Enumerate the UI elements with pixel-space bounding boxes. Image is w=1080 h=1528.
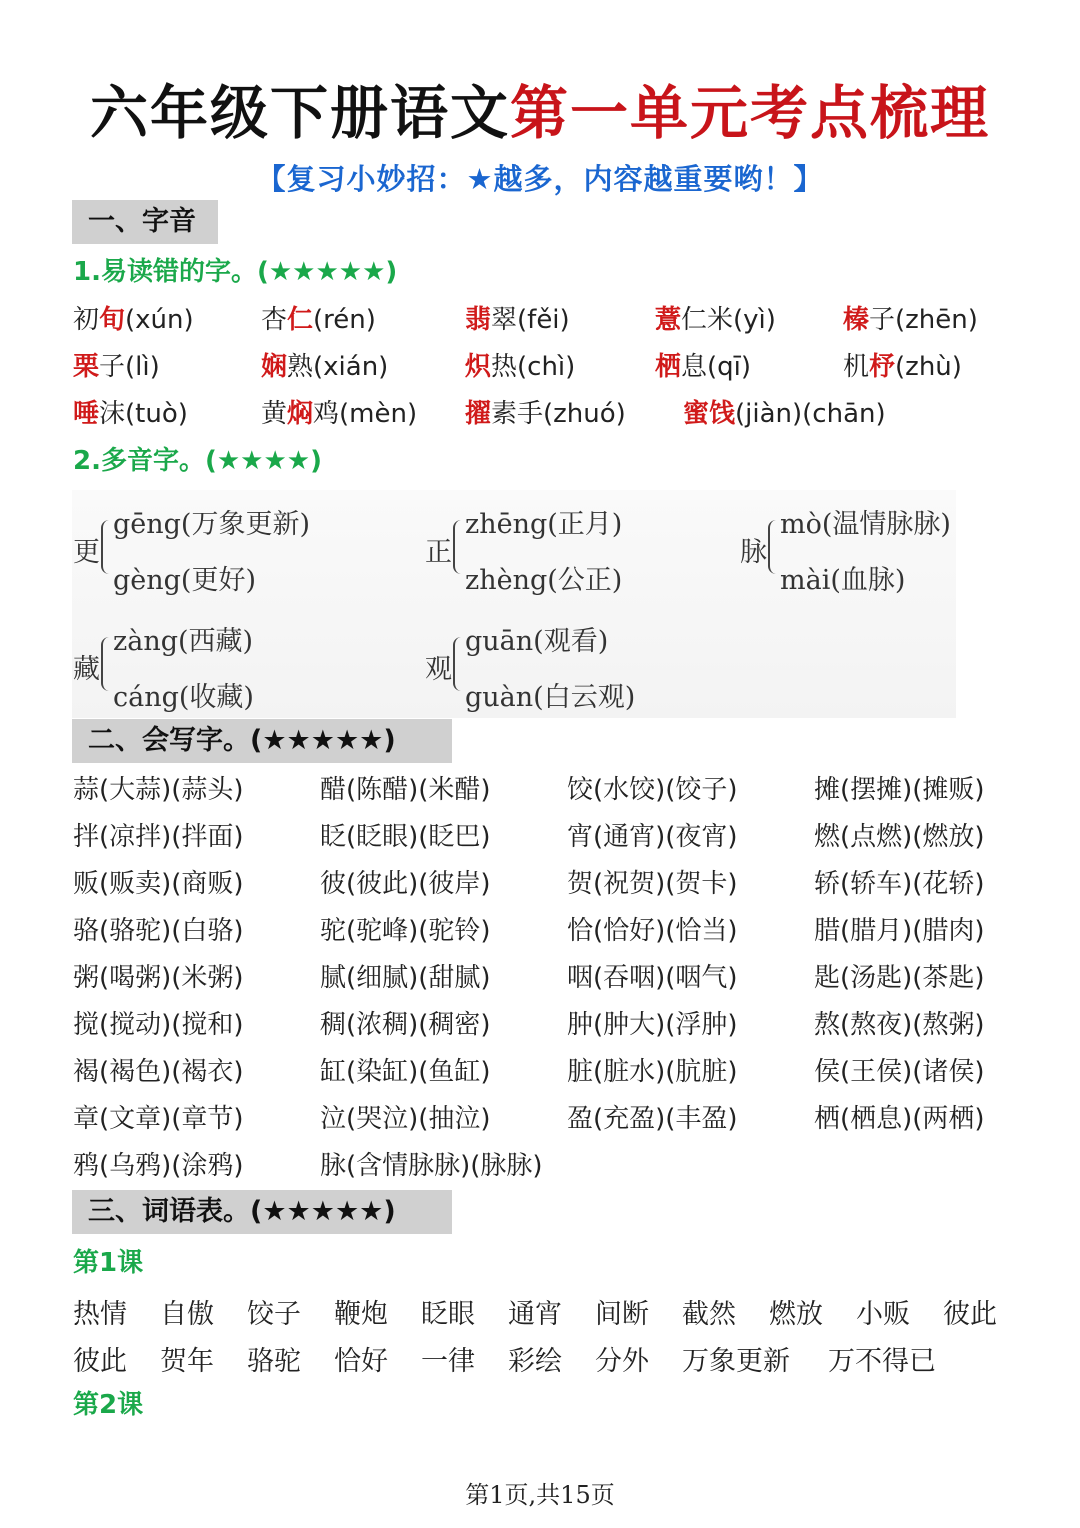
reading-b: zhèng(公正) [465, 565, 623, 596]
writing-item: 咽(吞咽)(咽气) [567, 963, 738, 993]
writing-item: 粥(喝粥)(米粥) [73, 963, 244, 993]
vocab-word: 一律 [421, 1346, 475, 1377]
writing-item: 章(文章)(章节) [73, 1104, 244, 1134]
pron-key-char: 唾 [73, 399, 100, 429]
pron-key-char: 擢 [465, 399, 492, 429]
vocab-word: 贺年 [160, 1346, 214, 1377]
pron-pre: 杏 [261, 305, 288, 335]
pron-post: (jiàn)(chān) [735, 399, 886, 429]
pron-item [683, 394, 886, 434]
reading-a: guān(观看) [465, 626, 609, 657]
pron-key-char: 炽 [465, 352, 492, 382]
polyphone-group [73, 617, 373, 727]
pron-post: (xún) [125, 305, 194, 335]
subhead-misread: 1.易读错的字。(★★★★★) [73, 257, 398, 287]
pron-post: 鸡(mèn) [313, 399, 418, 429]
writing-item: 肿(肿大)(浮肿) [567, 1010, 738, 1040]
pron-key-char: 娴 [261, 352, 288, 382]
writing-item: 侯(王侯)(诸侯) [814, 1057, 985, 1087]
vocab-word: 小贩 [856, 1299, 910, 1330]
vocab-word: 恰好 [334, 1346, 388, 1377]
pron-item [261, 394, 417, 434]
pron-post: 熟(xián) [287, 352, 389, 382]
vocab-word: 彼此 [73, 1346, 127, 1377]
pron-key-char: 榛 [843, 305, 870, 335]
pron-post: (rén) [313, 305, 376, 335]
pron-post: 仁米(yì) [681, 305, 776, 335]
writing-item: 腊(腊月)(腊肉) [814, 916, 985, 946]
section-head-pronunciation: 一、字音 [72, 200, 218, 244]
writing-item: 饺(水饺)(饺子) [567, 775, 738, 805]
vocab-word: 饺子 [247, 1299, 301, 1330]
polyphone-char: 更 [73, 537, 100, 568]
writing-item: 贩(贩卖)(商贩) [73, 869, 244, 899]
pron-item [843, 300, 978, 340]
writing-item: 缸(染缸)(鱼缸) [320, 1057, 491, 1087]
vocab-word: 眨眼 [421, 1299, 475, 1330]
lesson-1-head: 第1课 [73, 1248, 144, 1278]
vocab-word: 彩绘 [508, 1346, 562, 1377]
pron-item [655, 347, 751, 387]
writing-item: 燃(点燃)(燃放) [814, 822, 985, 852]
vocab-word: 万不得已 [828, 1346, 936, 1377]
section-head-vocab: 三、词语表。(★★★★★) [72, 1190, 452, 1234]
pron-key-char: 仁 [287, 305, 314, 335]
pron-key-char: 薏 [655, 305, 682, 335]
vocab-word: 燃放 [769, 1299, 823, 1330]
vocab-word: 自傲 [160, 1299, 214, 1330]
reading-a: zàng(西藏) [113, 626, 254, 657]
polyphone-group [73, 500, 373, 610]
polyphone-group [740, 500, 1040, 610]
reading-b: mài(血脉) [780, 565, 906, 596]
pron-key-char: 焖 [287, 399, 314, 429]
pron-key-char: 栗 [73, 352, 100, 382]
polyphone-char: 观 [425, 654, 452, 685]
vocab-word: 骆驼 [247, 1346, 301, 1377]
pron-item [73, 347, 160, 387]
writing-item: 熬(熬夜)(熬粥) [814, 1010, 985, 1040]
pron-key-char: 旬 [99, 305, 126, 335]
polyphone-char: 藏 [73, 654, 100, 685]
subtitle: 【复习小妙招：★越多，内容越重要哟！】 [256, 162, 824, 196]
pron-post: 子(zhēn) [869, 305, 978, 335]
vocab-word: 截然 [682, 1299, 736, 1330]
brace-shape [768, 520, 780, 574]
polyphone-group [425, 617, 725, 727]
title-black-part: 六年级下册语文 [89, 79, 510, 147]
vocab-word: 分外 [595, 1346, 649, 1377]
writing-item: 搅(搅动)(搅和) [73, 1010, 244, 1040]
pron-pre: 初 [73, 305, 100, 335]
pron-item [261, 347, 388, 387]
pron-item [73, 300, 194, 340]
pron-key-char: 翡 [465, 305, 492, 335]
vocab-word: 间断 [595, 1299, 649, 1330]
vocab-word: 彼此 [943, 1299, 997, 1330]
polyphone-group [425, 500, 725, 610]
pron-post: 沫(tuò) [99, 399, 188, 429]
reading-b: gèng(更好) [113, 565, 257, 596]
writing-item: 骆(骆驼)(白骆) [73, 916, 244, 946]
pron-post: 热(chì) [491, 352, 576, 382]
pron-post: 素手(zhuó) [491, 399, 626, 429]
reading-a: zhēng(正月) [465, 509, 623, 540]
pron-post: 翠(fěi) [491, 305, 570, 335]
writing-item: 蒜(大蒜)(蒜头) [73, 775, 244, 805]
reading-a: gēng(万象更新) [113, 509, 311, 540]
writing-item: 驼(驼峰)(驼铃) [320, 916, 491, 946]
pron-post: 子(lì) [99, 352, 160, 382]
writing-item: 盈(充盈)(丰盈) [567, 1104, 738, 1134]
pron-key-char: 蜜饯 [683, 399, 736, 429]
writing-item: 轿(轿车)(花轿) [814, 869, 985, 899]
writing-item: 眨(眨眼)(眨巴) [320, 822, 491, 852]
vocab-word: 万象更新 [682, 1346, 790, 1377]
reading-b: guàn(白云观) [465, 682, 636, 713]
brace-shape [453, 520, 465, 574]
section-head-writing: 二、会写字。(★★★★★) [72, 719, 452, 763]
page-footer: 第1页,共15页 [465, 1481, 615, 1509]
writing-item: 恰(恰好)(恰当) [567, 916, 738, 946]
writing-item: 匙(汤匙)(茶匙) [814, 963, 985, 993]
writing-item: 鸦(乌鸦)(涂鸦) [73, 1151, 244, 1181]
writing-item: 彼(彼此)(彼岸) [320, 869, 491, 899]
pron-item [465, 394, 626, 434]
pron-item [465, 347, 575, 387]
writing-item: 贺(祝贺)(贺卡) [567, 869, 738, 899]
writing-item: 脉(含情脉脉)(脉脉) [320, 1151, 543, 1181]
title-red-part: 第一单元考点梳理 [510, 79, 991, 147]
page-title [0, 78, 1080, 148]
lesson-2-head: 第2课 [73, 1390, 144, 1420]
polyphone-char: 脉 [740, 537, 767, 568]
writing-item: 醋(陈醋)(米醋) [320, 775, 491, 805]
writing-item: 腻(细腻)(甜腻) [320, 963, 491, 993]
pron-item [465, 300, 570, 340]
pron-item [261, 300, 376, 340]
pron-pre: 黄 [261, 399, 288, 429]
writing-item: 宵(通宵)(夜宵) [567, 822, 738, 852]
pron-post: 息(qī) [681, 352, 752, 382]
pron-item [655, 300, 776, 340]
writing-item: 泣(哭泣)(抽泣) [320, 1104, 491, 1134]
writing-item: 褐(褐色)(褐衣) [73, 1057, 244, 1087]
reading-a: mò(温情脉脉) [780, 509, 951, 540]
pron-item [843, 347, 962, 387]
writing-item: 稠(浓稠)(稠密) [320, 1010, 491, 1040]
writing-item: 栖(栖息)(两栖) [814, 1104, 985, 1134]
reading-b: cáng(收藏) [113, 682, 254, 713]
pron-post: (zhù) [895, 352, 962, 382]
pron-item [73, 394, 188, 434]
writing-item: 拌(凉拌)(拌面) [73, 822, 244, 852]
pron-pre: 机 [843, 352, 870, 382]
subhead-polyphone: 2.多音字。(★★★★) [73, 446, 322, 476]
brace-shape [453, 637, 465, 691]
vocab-word: 通宵 [508, 1299, 562, 1330]
pron-key-char: 杼 [869, 352, 896, 382]
pron-key-char: 栖 [655, 352, 682, 382]
vocab-word: 热情 [73, 1299, 127, 1330]
vocab-word: 鞭炮 [334, 1299, 388, 1330]
polyphone-char: 正 [425, 537, 452, 568]
brace-shape [101, 637, 113, 691]
writing-item: 脏(脏水)(肮脏) [567, 1057, 738, 1087]
brace-shape [101, 520, 113, 574]
writing-item: 摊(摆摊)(摊贩) [814, 775, 985, 805]
